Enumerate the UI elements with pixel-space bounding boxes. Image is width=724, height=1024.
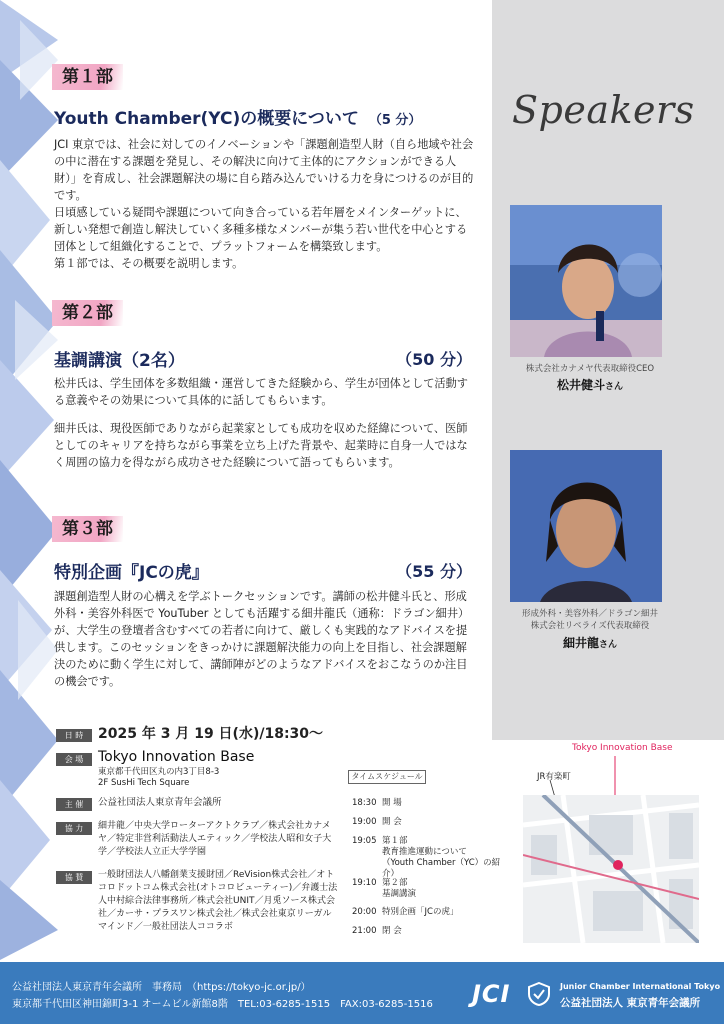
map-station-label: JR有楽町 (537, 772, 571, 782)
venue-address-1: 東京都千代田区丸の内3丁目8-3 (98, 767, 220, 777)
schedule-row (352, 817, 512, 828)
event-date: 2025 年 3 月 19 日(水)/18:30～ (98, 726, 324, 742)
schedule-time: 19:10 (352, 878, 377, 888)
host-value: 公益社団法人東京青年会議所 (98, 797, 222, 808)
org-name-en: Junior Chamber International Tokyo (560, 982, 721, 991)
map-venue-label: Tokyo Innovation Base (572, 743, 673, 753)
schedule-time: 19:00 (352, 817, 377, 827)
sponsor-label: 協 賛 (56, 871, 92, 884)
schedule-time: 19:05 (352, 836, 377, 846)
speaker-2-name-text: 細井龍 (562, 636, 599, 650)
venue-address-2: 2F SusHi Tech Square (98, 778, 190, 788)
section-1-title-text: Youth Chamber(YC)の概要について (54, 109, 359, 129)
section-3-body (54, 588, 474, 690)
cooperation-value: 細井龍／中央大学ローターアクトクラブ／株式会社カナメヤ／特定非営利活動法人エティック／学校法人昭和女子大学／学校法人立正大学学園 (98, 821, 332, 857)
section-2-title: 基調講演（2名） (54, 351, 185, 371)
date-label: 日 時 (56, 729, 92, 742)
schedule-desc: 第１部 教育推進運動について （Youth Chamber（YC）の紹介） (382, 836, 501, 879)
speaker-2-photo (510, 450, 662, 602)
schedule-time: 20:00 (352, 907, 377, 917)
speaker-2-name (500, 634, 680, 651)
schedule-row (352, 926, 512, 937)
footer-office: 公益社団法人東京青年会議所 事務局 （https://tokyo-jc.or.jp/） (12, 982, 311, 993)
schedule-desc: 開 会 (382, 817, 402, 827)
section-1-body (54, 136, 474, 272)
schedule-desc: 閉 会 (382, 926, 402, 936)
speaker-1-photo (510, 205, 662, 357)
schedule-row (352, 907, 512, 918)
venue-map[interactable] (523, 795, 699, 943)
schedule-time: 21:00 (352, 926, 377, 936)
speaker-1-name-text: 松井健斗 (556, 378, 605, 392)
venue-marker-icon (613, 860, 623, 870)
section-2-paragraph: 細井氏は、現役医師でありながら起業家としても成功を収めた経緯について、医師としてのキャリアを持ちながら事業を立ち上げた背景や、起業時に自身一人ではなく周囲の協力を得ながら成功させた経験について語ってもらいます。 (54, 422, 468, 469)
section-2-time: （50 分） (396, 350, 472, 369)
speakers-heading: Speakers (512, 88, 695, 132)
footer (0, 962, 724, 1024)
venue-label: 会 場 (56, 753, 92, 766)
jci-emblem-icon (528, 982, 550, 1006)
schedule-row (352, 798, 512, 809)
section-3-title: 特別企画『JCの虎』 (54, 563, 209, 583)
section-1-paragraph: 第１部では、その概要を説明します。 (54, 257, 244, 270)
section-1-paragraph: JCI 東京では、社会に対してのイノベーションや「課題創造型人財（自ら地域や社会の中に潜在する課題を発見し、その解決に向けて主体的にアクションができる人財）」を育成し、社会課題解決の場に自ら踏み込んでいける力を身につけるのが目的です。 (54, 138, 474, 202)
schedule-desc: 特別企画「JCの虎」 (382, 907, 459, 917)
footer-address: 東京都千代田区神田錦町3-1 オームビル新館8階 TEL:03-6285-1515 FAX:03-6285-1516 (12, 999, 433, 1010)
sponsor-value: 一般財団法人八幡創業支援財団／ReVision株式会社／オトコロドットコム株式会社(オトコロビューティー)／弁護士法人中村綜合法律事務所／株式会社UNIT／月兎ソース株式会社／カーサ・プラスワン株式会社／株式会社東京リーガルマインド／一般社団法人ココラボ (98, 870, 338, 932)
speaker-1-role: 株式会社カナメヤ代表取締役CEO (525, 364, 655, 374)
jci-logo: JCI (472, 980, 511, 1008)
section-1-time: （5 分） (368, 113, 422, 128)
schedule-row (352, 836, 512, 880)
cooperation-label: 協 力 (56, 822, 92, 835)
speaker-1-name (500, 376, 680, 393)
section-1-paragraph: 日頃感している疑問や課題について向き合っている若年層をメインターゲットに、新しい発想で創造し解決していく多種多様なメンバーが集う若い世代を中心とする団体として組織化することで、プラットフォームを構築致します。 (54, 206, 468, 253)
host-label: 主 催 (56, 798, 92, 811)
section-3-paragraph: 課題創造型人財の心構えを学ぶトークセッションです。講師の松井健斗氏と、形成外科・美容外科医で YouTuber としても活躍する細井龍氏（通称：ドラゴン細井）が、大学生の登壇者含むすべての若者に向けて、厳しくも実践的なアドバイスを提供します。このセッションをきっかけに課題解決能力の向上を目指し、社会課題解決のために動く学生に対して、講師陣がどのようなアドバイスをおこなうのか注目の機会です。 (54, 590, 470, 688)
speaker-2-honorific: さん (599, 640, 618, 650)
section-3-time: （55 分） (396, 562, 472, 581)
speaker-2-role: 形成外科・美容外科／ドラゴン細井 株式会社リベライズ代表取締役 (521, 609, 658, 631)
schedule-row (352, 878, 512, 900)
section-2-paragraph: 松井氏は、学生団体を多数組織・運営してきた経験から、学生が団体として活動する意義やその効果について具体的に話してもらいます。 (54, 377, 468, 407)
section-3-badge: 第３部 (52, 516, 123, 542)
schedule-desc: 第２部 基調講演 (382, 878, 417, 899)
section-2-body (54, 375, 474, 471)
schedule-time: 18:30 (352, 798, 377, 808)
section-2-badge: 第２部 (52, 300, 123, 326)
section-1-badge: 第１部 (52, 64, 123, 90)
venue-name: Tokyo Innovation Base (98, 749, 255, 765)
schedule-desc: 開 場 (382, 798, 402, 808)
org-name-jp: 公益社団法人 東京青年会議所 (560, 997, 701, 1009)
left-decorative-strip (0, 0, 58, 960)
speaker-1-honorific: さん (605, 382, 624, 392)
schedule-title: タイムスケジュール (348, 770, 426, 784)
section-1-title (54, 104, 421, 129)
